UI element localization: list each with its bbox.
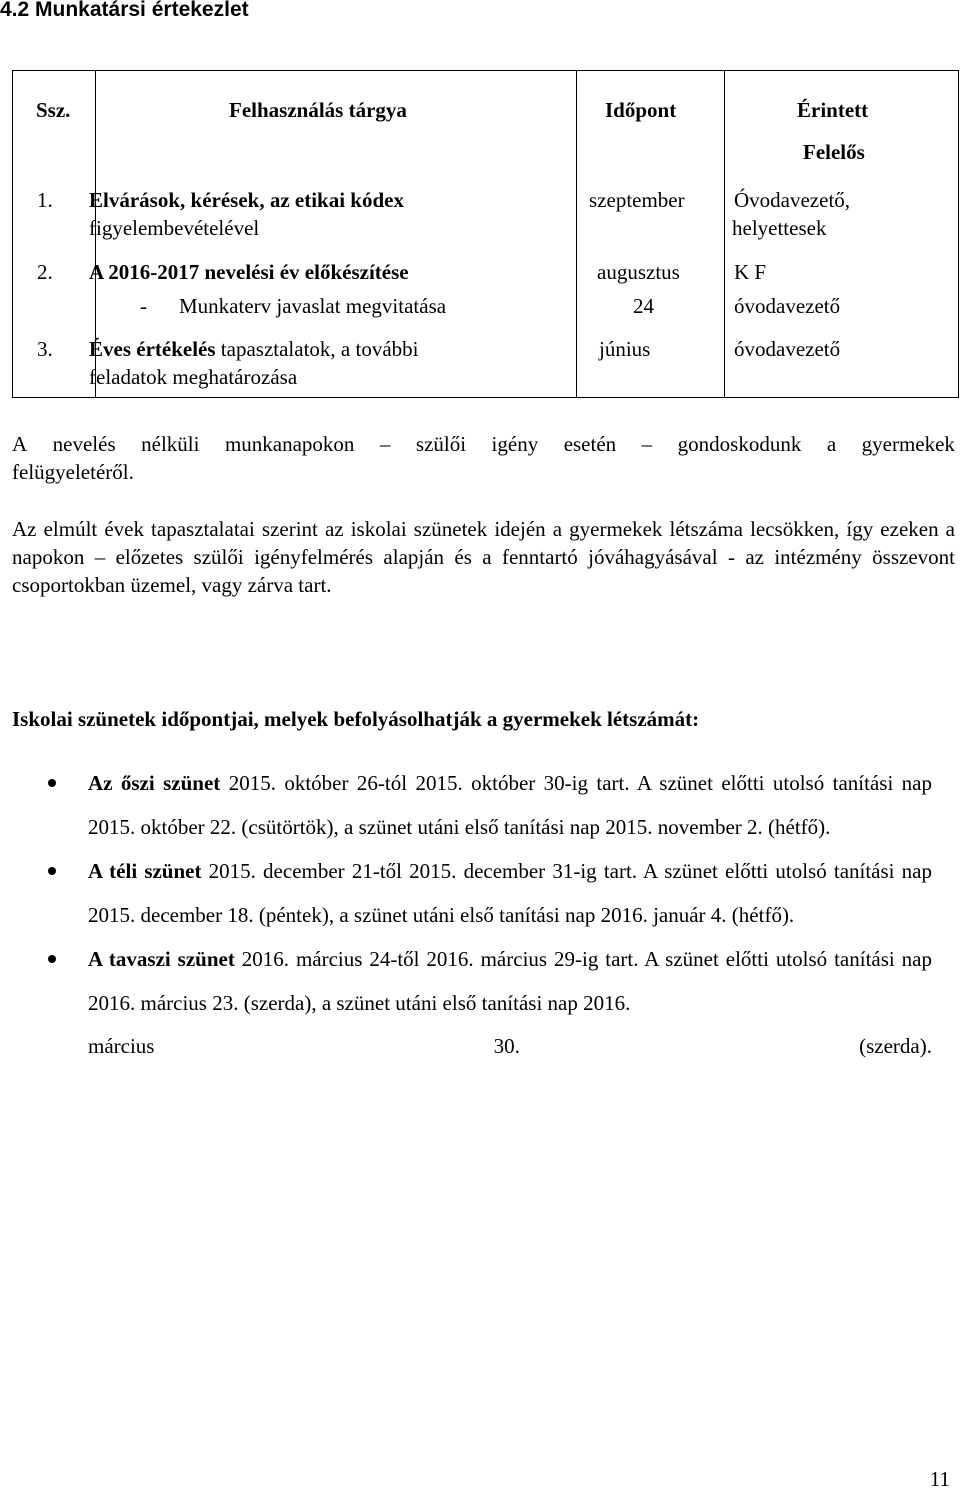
paragraph-1-word: munkanapokon [224,432,355,456]
list-item [48,850,932,937]
table-divider [576,71,577,397]
row-2-responsible-cont: óvodavezető [734,294,841,318]
row-2-responsible: K F [734,260,767,284]
holiday-name: Az őszi szünet [88,771,221,795]
bullet-icon [48,955,56,963]
paragraph-1-line-2: felügyeletéről. [12,460,134,484]
holiday-list [48,762,932,1069]
holiday-last-word: március [88,1034,155,1058]
row-1-responsible-cont: helyettesek [732,216,827,240]
row-1-date: szeptember [589,188,685,212]
paragraph-1-word: – [641,432,653,456]
header-ssz: Ssz. [36,98,71,122]
paragraph-1-word: esetén [563,432,617,456]
list-item [48,762,932,849]
table-divider [724,71,725,397]
header-date: Időpont [605,98,677,122]
row-2-date: augusztus [597,260,680,284]
paragraph-1-word: igény [491,432,539,456]
paragraph-1-line-1 [12,430,955,458]
row-3-subject-bold: Éves értékelés [89,337,216,361]
row-1-number: 1. [37,188,53,212]
holiday-text: 2015. október 26-tól 2015. október 30-ig tart. A szünet előtti utolsó tanítási nap 2015. október 22. (csütörtök), a szünet utáni első tanítási nap 2015. november 2. (hétfő). [88,771,932,839]
paragraph-1-word: A [12,432,28,456]
meeting-table [12,70,959,398]
paragraph-1-word: nélküli [141,432,200,456]
list-item [48,938,932,1069]
holidays-heading: Iskolai szünetek időpontjai, melyek befolyásolhatják a gyermekek létszámát: [12,707,700,731]
paragraph-1-word: a [826,432,837,456]
header-responsible: Felelős [803,140,865,164]
bullet-icon [48,779,56,787]
row-2-number: 2. [37,260,53,284]
row-1-subject-cont: figyelembevételével [89,216,260,240]
holiday-text: 2016. március 24-től 2016. március 29-ig tart. A szünet előtti utolsó tanítási nap 2016. március 23. (szerda), a szünet utáni első tanítási nap 2016. [88,947,932,1015]
row-2-subject-cont: Munkaterv javaslat megvitatása [179,294,447,318]
row-3-subject [89,335,418,363]
paragraph-1-word: – [379,432,391,456]
page-number: 11 [929,1467,950,1491]
paragraph-1-word: gyermekek [861,432,955,456]
header-affected: Érintett [797,98,869,122]
paragraph-2: Az elmúlt évek tapasztalatai szerint az iskolai szünetek idején a gyermekek létszáma lecsökken, így ezeken a napokon – előzetes szülői igényfelmérés alapján és a fenntartó jóváhagyásával - az intézmény összevont csoportokban üzemel, vagy zárva tart. [12,517,955,597]
paragraph-1-word: gondoskodunk [677,432,802,456]
row-3-responsible: óvodavezető [734,337,841,361]
row-2-date-cont: 24 [633,294,654,318]
row-3-number: 3. [37,337,53,361]
paragraph-1-word: szülői [415,432,467,456]
holiday-name: A tavaszi szünet [88,947,235,971]
row-2-dash: - [140,294,147,318]
holiday-last-word: 30. [493,1034,520,1058]
holiday-name: A téli szünet [88,859,202,883]
holiday-last-word: (szerda). [859,1034,932,1058]
holiday-text: 2015. december 21-től 2015. december 31-ig tart. A szünet előtti utolsó tanítási nap 2015. december 18. (péntek), a szünet utáni első tanítási nap 2016. január 4. (hétfő). [88,859,932,927]
holiday-last-line [88,1025,932,1069]
paragraph-1 [12,430,955,486]
header-subject: Felhasználás tárgya [229,98,407,122]
row-3-subject-cont: feladatok meghatározása [89,365,298,389]
paragraph-1-word: nevelés [52,432,116,456]
row-3-subject-rest: tapasztalatok, a további [215,337,419,361]
row-2-subject: A 2016-2017 nevelési év előkészítése [89,260,409,284]
row-1-subject: Elvárások, kérések, az etikai kódex [89,188,404,212]
row-3-date: június [599,337,651,361]
row-1-responsible: Óvodavezető, [734,188,851,212]
bullet-icon [48,867,56,875]
section-title: 4.2 Munkatársi értekezlet [0,0,249,21]
